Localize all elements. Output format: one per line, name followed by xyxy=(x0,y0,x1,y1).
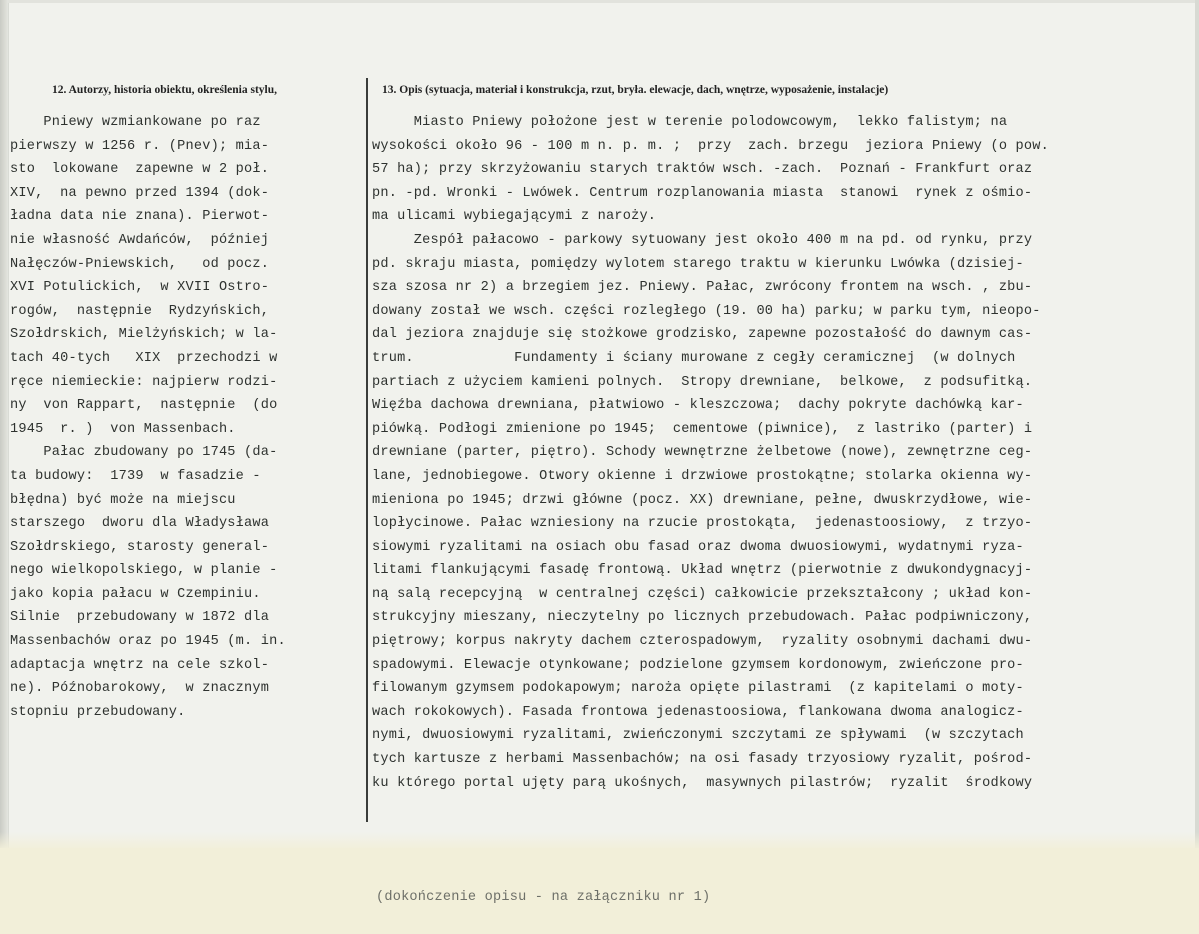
history-text-line: pierwszy w 1256 r. (Pnev); mia- xyxy=(10,138,270,154)
description-text-line: pd. skraju miasta, pomiędzy wylotem starego traktu w kierunku Lwówka (dzisiej- xyxy=(372,256,1024,272)
description-column xyxy=(372,111,1049,795)
description-text-line: wysokości około 96 - 100 m n. p. m. ; przy zach. brzegu jeziora Pniewy (o pow. xyxy=(372,138,1049,154)
description-text-line: piówką. Podłogi zmienione po 1945; cementowe (piwnice), z lastriko (parter) i xyxy=(372,421,1033,437)
description-text-line: trum. Fundamenty i ściany murowane z cegły ceramicznej (w dolnych xyxy=(372,350,1016,366)
history-text-line: Massenbachów oraz po 1945 (m. in. xyxy=(10,634,286,650)
history-text-line: ładna data nie znana). Pierwot- xyxy=(10,209,270,225)
history-text-line: jako kopia pałacu w Czempiniu. xyxy=(10,586,261,602)
description-text-line: Miasto Pniewy położone jest w terenie polodowcowym, lekko falistym; na xyxy=(372,115,1008,130)
continuation-note: (dokończenie opisu - na załączniku nr 1) xyxy=(376,890,711,905)
description-text-line: wach rokokowych). Fasada frontowa jedenastoosiowa, flankowana dwoma analogicz- xyxy=(372,704,1024,720)
description-text-line: spadowymi. Elewacje otynkowane; podzielone gzymsem kordonowym, zwieńczone pro- xyxy=(372,657,1024,673)
description-text-line: 57 ha); przy skrzyżowaniu starych traktów wsch. -zach. Poznań - Frankfurt oraz xyxy=(372,162,1033,178)
description-text-line: lopłycinowe. Pałac wzniesiony na rzucie prostokąta, jedenastoosiowy, z trzyo- xyxy=(372,516,1033,532)
history-text-line: ręce niemieckie: najpierw rodzi- xyxy=(10,374,278,390)
description-text-line: pn. -pd. Wronki - Lwówek. Centrum rozplanowania miasta stanowi rynek z ośmio- xyxy=(372,185,1033,201)
description-text-line: strukcyjny mieszany, nieczytelny po licznych przebudowach. Pałac podpiwniczony, xyxy=(372,610,1033,626)
history-text-line: rogów, następnie Rydzyńskich, xyxy=(10,303,270,319)
history-text-line: błędna) być może na miejscu xyxy=(10,492,236,508)
description-text-line: partiach z użyciem kamieni polnych. Stropy drewniane, belkowe, z podsufitką. xyxy=(372,374,1033,390)
history-text-line: Nałęczów-Pniewskich, od pocz. xyxy=(10,256,270,272)
history-text-line: ta budowy: 1739 w fasadzie - xyxy=(10,468,261,484)
description-text-line: Więźba dachowa drewniana, płatwiowo - kleszczowa; dachy pokryte dachówką kar- xyxy=(372,398,1024,414)
description-text-line: ku którego portal ujęty parą ukośnych, masywnych pilastrów; ryzalit środkowy xyxy=(372,775,1033,791)
description-text-line: ną salą recepcyjną w centralnej części) całkowicie przekształcony ; układ kon- xyxy=(372,586,1033,602)
history-text-line: Silnie przebudowany w 1872 dla xyxy=(10,610,270,626)
history-text-line: Pałac zbudowany po 1745 (da- xyxy=(10,445,278,461)
description-text-line: siowymi ryzalitami na osiach obu fasad oraz dwoma dwuosiowymi, wydatnymi ryza- xyxy=(372,539,1024,555)
description-text-line: filowanym gzymsem podokapowym; naroża opięte pilastrami (z kapitelami o moty- xyxy=(372,681,1024,697)
section-12-heading: 12. Autorzy, historia obiektu, określenia stylu, xyxy=(52,84,278,96)
description-text-line: nymi, dwuosiowymi ryzalitami, zwieńczonymi szczytami ze spływami (w szczytach xyxy=(372,728,1024,744)
history-text-line: Szołdrskich, Mielżyńskich; w la- xyxy=(10,327,278,343)
description-text-line: tych kartusze z herbami Massenbachów; na osi fasady trzyosiowy ryzalit, pośrod- xyxy=(372,752,1033,768)
description-text-line: drewniane (parter, piętro). Schody wewnętrzne żelbetowe (nowe), zewnętrzne ceg- xyxy=(372,445,1033,461)
description-text-line: dowany został we wsch. części rozległego (19. 00 ha) parku; w parku tym, nieopo- xyxy=(372,303,1041,319)
description-text-line: ma ulicami wybiegającymi z naroży. xyxy=(372,209,657,225)
history-text-line: nego wielkopolskiego, w planie - xyxy=(10,563,278,579)
description-text-line: lane, jednobiegowe. Otwory okienne i drzwiowe prostokątne; stolarka okienna wy- xyxy=(372,468,1033,484)
section-13-heading: 13. Opis (sytuacja, materiał i konstrukcja, rzut, bryła. elewacje, dach, wnętrze, wyposażenie, instalacje) xyxy=(382,84,889,96)
description-text-line: mieniona po 1945; drzwi główne (pocz. XX) drewniane, pełne, dwuskrzydłowe, wie- xyxy=(372,492,1033,508)
history-text-line: starszego dworu dla Władysława xyxy=(10,516,270,532)
description-text-line: sza szosa nr 2) a brzegiem jez. Pniewy. Pałac, zwrócony frontem na wsch. , zbu- xyxy=(372,280,1033,296)
description-text-line: Zespół pałacowo - parkowy sytuowany jest około 400 m na pd. od rynku, przy xyxy=(372,232,1033,248)
history-text-line: XVI Potulickich, w XVII Ostro- xyxy=(10,280,270,296)
description-text-line: dal jeziora znajduje się stożkowe grodzisko, zapewne pozostałość do dawnym cas- xyxy=(372,327,1033,343)
scan-left-edge xyxy=(0,0,8,934)
history-text-line: 1945 r. ) von Massenbach. xyxy=(10,421,236,437)
history-text-line: stopniu przebudowany. xyxy=(10,704,186,720)
history-text-line: tach 40-tych XIX przechodzi w xyxy=(10,350,278,366)
history-column xyxy=(10,111,286,724)
description-text-line: piętrowy; korpus nakryty dachem czterospadowym, ryzality osobnymi dachami dwu- xyxy=(372,634,1033,650)
history-text-line: nie własność Awdańców, później xyxy=(10,232,270,248)
history-text-line: Szołdrskiego, starosty general- xyxy=(10,539,270,555)
history-text-line: ne). Późnobarokowy, w znacznym xyxy=(10,681,270,697)
history-text-line: adaptacja wnętrz na cele szkol- xyxy=(10,657,270,673)
description-text-line: litami flankującymi fasadę frontową. Układ wnętrz (pierwotnie z dwukondygnacyj- xyxy=(372,563,1033,579)
history-text-line: ny von Rappart, następnie (do xyxy=(10,398,278,414)
history-text-line: sto lokowane zapewne w 2 poł. xyxy=(10,162,270,178)
column-divider xyxy=(366,78,368,822)
history-text-line: Pniewy wzmiankowane po raz xyxy=(10,115,261,130)
scan-right-edge xyxy=(1195,0,1199,934)
history-text-line: XIV, na pewno przed 1394 (dok- xyxy=(10,185,270,201)
scan-top-edge xyxy=(8,0,1198,3)
